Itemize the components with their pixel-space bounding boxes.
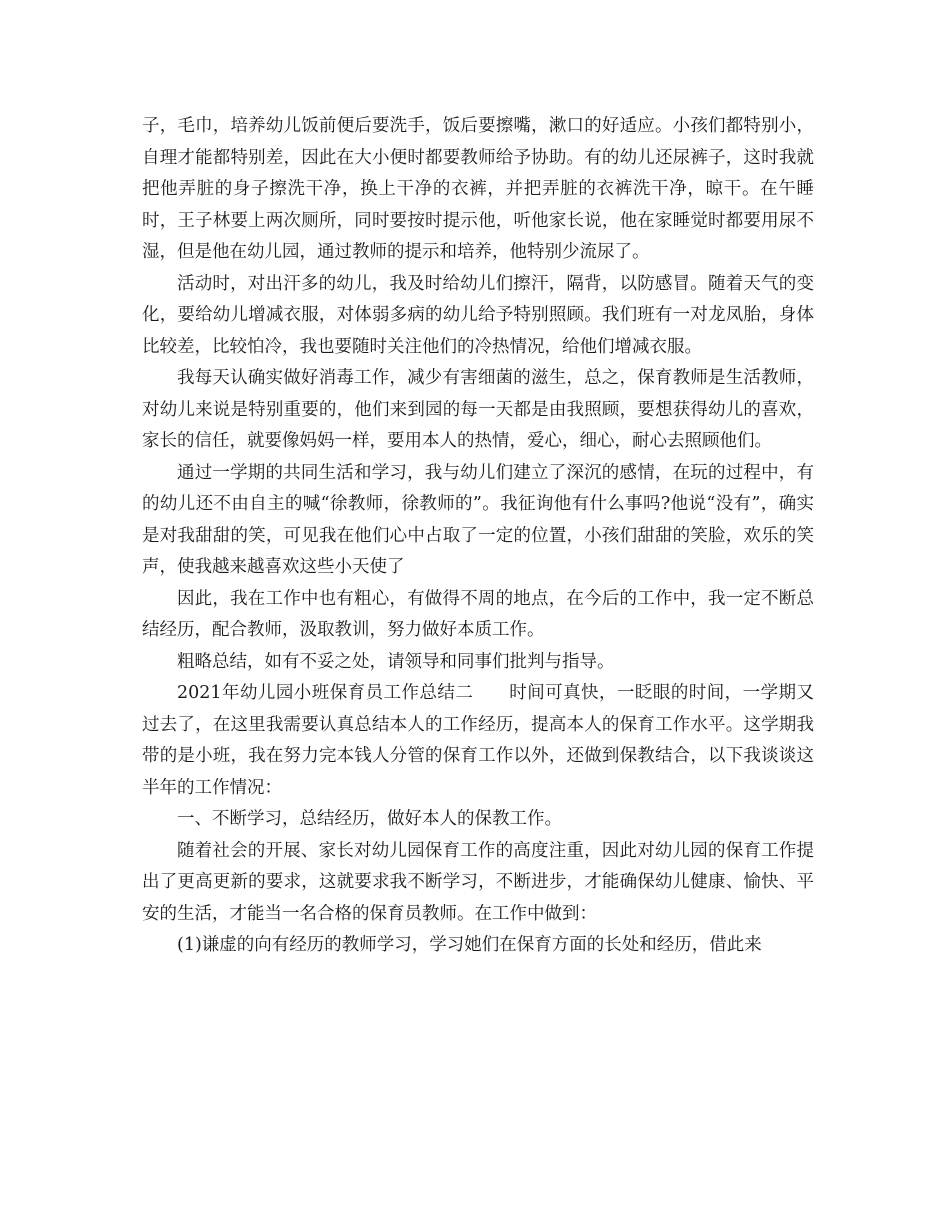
paragraph-7-section-title: 2021年幼儿园小班保育员工作总结二 时间可真快，一眨眼的时间，一学期又过去了，在这里我需要认真总结本人的工作经历，提高本人的保育工作水平。这学期我带的是小班，我在努力完本钱人分管的保育工作以外，还做到保教结合，以下我谈谈这半年的工作情况： [142,683,814,798]
paragraph-8-heading: 一、不断学习，总结经历，做好本人的保教工作。 [177,809,562,829]
paragraph-6: 粗略总结，如有不妥之处，请领导和同事们批判与指导。 [177,651,615,672]
paragraph-9: 随着社会的开展、家长对幼儿园保育工作的高度注重，因此对幼儿园的保育工作提出了更高更新的要求，这就要求我不断学习，不断进步，才能确保幼儿健康、愉快、平安的生活，才能当一名合格的保育员教师。在工作中做到： [142,840,814,924]
paragraph-2: 活动时，对出汗多的幼儿，我及时给幼儿们擦汗，隔背，以防感冒。随着天气的变化，要给幼儿增减衣服，对体弱多病的幼儿给予特别照顾。我们班有一对龙凤胎，身体比较差，比较怕冷，我也要随时关注他们的冷热情况，给他们增减衣服。 [142,273,814,357]
paragraph-4: 通过一学期的共同生活和学习，我与幼儿们建立了深沉的感情，在玩的过程中，有的幼儿还不由自主的喊“徐教师，徐教师的”。我征询他有什么事吗?他说“没有”，确实是对我甜甜的笑，可见我在他们心中占取了一定的位置，小孩们甜甜的笑脸，欢乐的笑声，使我越来越喜欢这些小天使了 [142,462,814,577]
paragraph-3: 我每天认确实做好消毒工作，减少有害细菌的滋生，总之，保育教师是生活教师，对幼儿来说是特别重要的，他们来到园的每一天都是由我照顾，要想获得幼儿的喜欢，家长的信任，就要像妈妈一样，要用本人的热情，爱心，细心，耐心去照顾他们。 [142,368,814,451]
paragraph-5: 因此，我在工作中也有粗心，有做得不周的地点，在今后的工作中，我一定不断总结经历，配合教师，汲取教训，努力做好本质工作。 [142,588,814,640]
paragraph-10: (1)谦虚的向有经历的教师学习，学习她们在保育方面的长处和经历，借此来 [177,935,762,955]
paragraph-1: 子，毛巾，培养幼儿饭前便后要洗手，饭后要擦嘴，漱口的好适应。小孩们都特别小，自理才能都特别差，因此在大小便时都要教师给予协助。有的幼儿还尿裤子，这时我就把他弄脏的身子擦洗干净，换上干净的衣裤，并把弄脏的衣裤洗干净，晾干。在午睡时，王子林要上两次厕所，同时要按时提示他，听他家长说，他在家睡觉时都要用尿不湿，但是他在幼儿园，通过教师的提示和培养，他特别少流尿了。 [142,116,814,262]
document-body [142,111,814,962]
